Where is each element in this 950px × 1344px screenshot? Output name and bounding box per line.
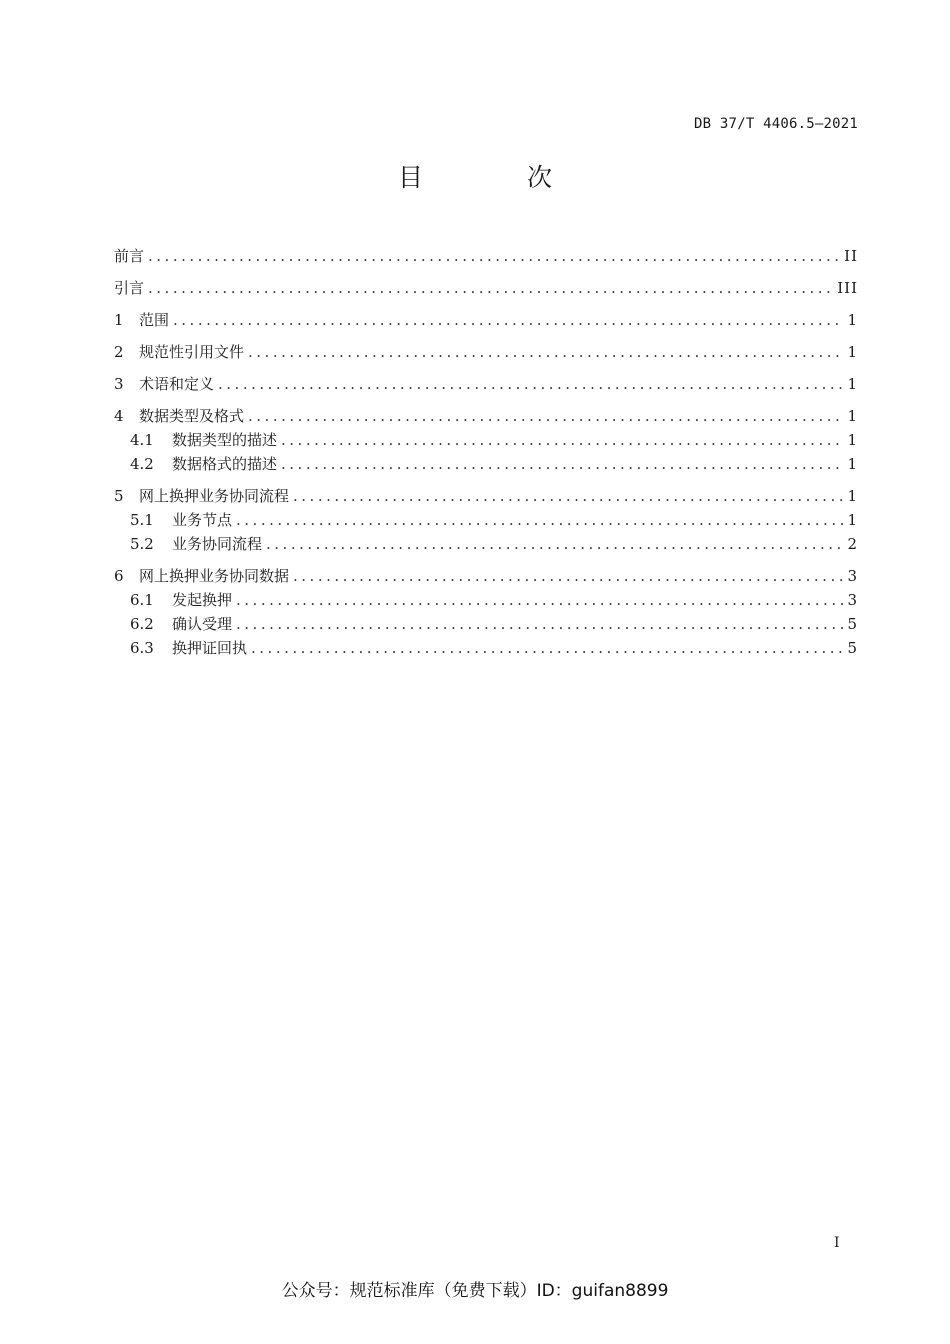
toc-entry-page: 1 [847,375,858,393]
toc-entry-4[interactable] [114,404,858,428]
toc-entry-page: II [844,247,858,265]
toc-entry-page: 1 [847,311,858,329]
toc-entry-number: 6.1 [130,591,154,609]
toc-entry-introduction[interactable] [114,276,858,300]
toc-entry-page: 1 [847,511,858,529]
toc-entry-5-1[interactable] [114,508,858,532]
toc-entry-page: 1 [847,431,858,449]
toc-entry-label: 换押证回执 [172,639,248,657]
toc-leader-dots [251,636,843,660]
toc-leader-dots [218,372,843,396]
toc-entry-6-3[interactable] [114,636,858,660]
toc-entry-label: 数据格式的描述 [172,455,278,473]
toc-entry-number: 5.2 [130,535,154,553]
toc-entry-number: 4 [114,407,124,425]
toc-entry-label: 前言 [114,247,145,265]
toc-entry-page: III [837,279,858,297]
toc-leader-dots [148,276,833,300]
toc-entry-page: 1 [847,487,858,505]
toc-leader-dots [236,508,843,532]
toc-entry-label: 引言 [114,279,145,297]
toc-entry-label: 网上换押业务协同数据 [139,567,290,585]
toc-entry-6-1[interactable] [114,588,858,612]
toc-entry-number: 3 [114,375,124,393]
toc-leader-dots [148,244,840,268]
toc-entry-6[interactable] [114,564,858,588]
toc-leader-dots [293,564,843,588]
toc-entry-label: 范围 [139,311,170,329]
toc-entry-label: 业务协同流程 [172,535,263,553]
page-number: I [834,1235,840,1251]
toc-leader-dots [173,308,843,332]
toc-entry-page: 5 [847,639,858,657]
toc-entry-2[interactable] [114,340,858,364]
toc-entry-number: 4.1 [130,431,154,449]
toc-leader-dots [248,404,843,428]
table-of-contents [114,244,858,660]
toc-leader-dots [281,428,843,452]
toc-entry-page: 3 [847,567,858,585]
toc-entry-page: 5 [847,615,858,633]
toc-entry-label: 业务节点 [172,511,233,529]
toc-leader-dots [248,340,843,364]
toc-leader-dots [281,452,843,476]
document-code: DB 37/T 4406.5—2021 [694,116,858,132]
toc-entry-number: 2 [114,343,124,361]
toc-entry-number: 1 [114,311,124,329]
toc-entry-page: 1 [847,455,858,473]
toc-entry-number: 6.3 [130,639,154,657]
toc-entry-3[interactable] [114,372,858,396]
toc-title: 目 次 [398,163,600,192]
toc-entry-label: 数据类型及格式 [139,407,245,425]
toc-entry-number: 5.1 [130,511,154,529]
toc-entry-page: 3 [847,591,858,609]
toc-entry-page: 1 [847,343,858,361]
toc-entry-number: 4.2 [130,455,154,473]
toc-entry-4-2[interactable] [114,452,858,476]
toc-entry-foreword[interactable] [114,244,858,268]
toc-entry-number: 5 [114,487,124,505]
toc-leader-dots [236,588,843,612]
toc-entry-page: 1 [847,407,858,425]
toc-entry-label: 发起换押 [172,591,233,609]
toc-entry-number: 6.2 [130,615,154,633]
toc-entry-1[interactable] [114,308,858,332]
toc-entry-label: 网上换押业务协同流程 [139,487,290,505]
toc-entry-label: 术语和定义 [139,375,215,393]
toc-leader-dots [293,484,843,508]
toc-entry-4-1[interactable] [114,428,858,452]
toc-leader-dots [236,612,843,636]
toc-entry-label: 确认受理 [172,615,233,633]
toc-leader-dots [266,532,843,556]
toc-entry-page: 2 [847,535,858,553]
toc-entry-5[interactable] [114,484,858,508]
toc-entry-number: 6 [114,567,124,585]
toc-entry-label: 规范性引用文件 [139,343,245,361]
toc-entry-label: 数据类型的描述 [172,431,278,449]
toc-entry-5-2[interactable] [114,532,858,556]
toc-entry-6-2[interactable] [114,612,858,636]
footer-watermark: 公众号：规范标准库（免费下载）ID：guifan8899 [281,1281,669,1301]
